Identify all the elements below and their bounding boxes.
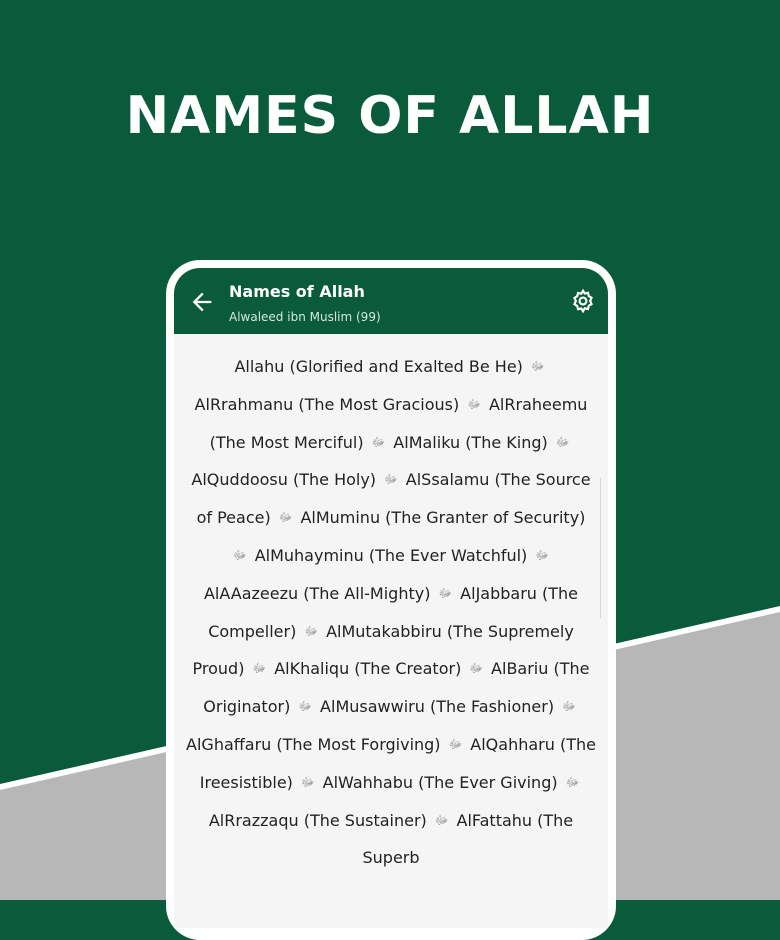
name-item: AlGhaffaru (The Most Forgiving) <box>186 734 441 754</box>
honorific-mark: ﷻ <box>371 434 386 449</box>
honorific-mark: ﷻ <box>467 396 481 411</box>
name-item: AlMutakabbiru (The Supremely Proud) <box>192 621 574 679</box>
honorific-mark: ﷻ <box>304 623 318 638</box>
name-item: AlWahhabu (The Ever Giving) <box>322 772 558 792</box>
gear-icon[interactable] <box>570 288 596 314</box>
honorific-mark: ﷻ <box>434 812 449 827</box>
honorific-mark: ﷻ <box>278 510 293 525</box>
honorific-mark: ﷻ <box>384 472 398 487</box>
name-item: AlRrazzaqu (The Sustainer) <box>208 810 427 830</box>
honorific-mark: ﷻ <box>555 434 570 449</box>
name-item: AlMuminu (The Granter of Security) <box>300 508 586 528</box>
honorific-mark: ﷻ <box>233 547 247 562</box>
honorific-mark: ﷻ <box>469 661 483 676</box>
names-text-block <box>174 334 608 877</box>
honorific-mark: ﷻ <box>298 699 312 714</box>
name-item: AlMaliku (The King) <box>393 432 548 452</box>
name-item: AlMusawwiru (The Fashioner) <box>320 697 555 717</box>
app-screen <box>174 268 608 928</box>
name-item: AlQahharu (The Ireesistible) <box>199 734 596 792</box>
name-item: AlFattahu (The Superb <box>362 810 574 868</box>
name-item: AlRraheemu (The Most Merciful) <box>209 394 588 452</box>
name-item: AlJabbaru (The Compeller) <box>208 583 579 641</box>
app-bar-subtitle: Alwaleed ibn Muslim (99) <box>229 310 381 324</box>
honorific-mark: ﷻ <box>531 359 545 373</box>
honorific-mark: ﷻ <box>562 699 576 714</box>
app-bar-title: Names of Allah <box>229 282 365 301</box>
honorific-mark: ﷻ <box>535 547 549 562</box>
hero-title: NAMES OF ALLAH <box>125 86 655 146</box>
honorific-mark: ﷻ <box>301 774 315 789</box>
phone-frame <box>166 260 616 940</box>
name-item: AlRrahmanu (The Most Gracious) <box>194 394 460 414</box>
name-item: AlBariu (The Originator) <box>203 659 590 717</box>
name-item: AlQuddoosu (The Holy) <box>191 470 377 490</box>
name-item: AlMuhayminu (The Ever Watchful) <box>254 545 528 565</box>
arrow-left-icon[interactable] <box>188 288 216 316</box>
name-item: AlAAazeezu (The All-Mighty) <box>203 583 431 603</box>
name-item: Allahu (Glorified and Exalted Be He) <box>234 357 523 376</box>
honorific-mark: ﷻ <box>438 585 453 600</box>
names-content[interactable] <box>174 334 608 928</box>
scrollbar[interactable] <box>600 478 604 618</box>
honorific-mark: ﷻ <box>448 736 463 751</box>
app-bar <box>174 268 608 334</box>
honorific-mark: ﷻ <box>252 661 267 676</box>
honorific-mark: ﷻ <box>565 774 580 789</box>
name-item: AlKhaliqu (The Creator) <box>274 659 462 679</box>
name-item: AlSsalamu (The Source of Peace) <box>196 470 591 528</box>
